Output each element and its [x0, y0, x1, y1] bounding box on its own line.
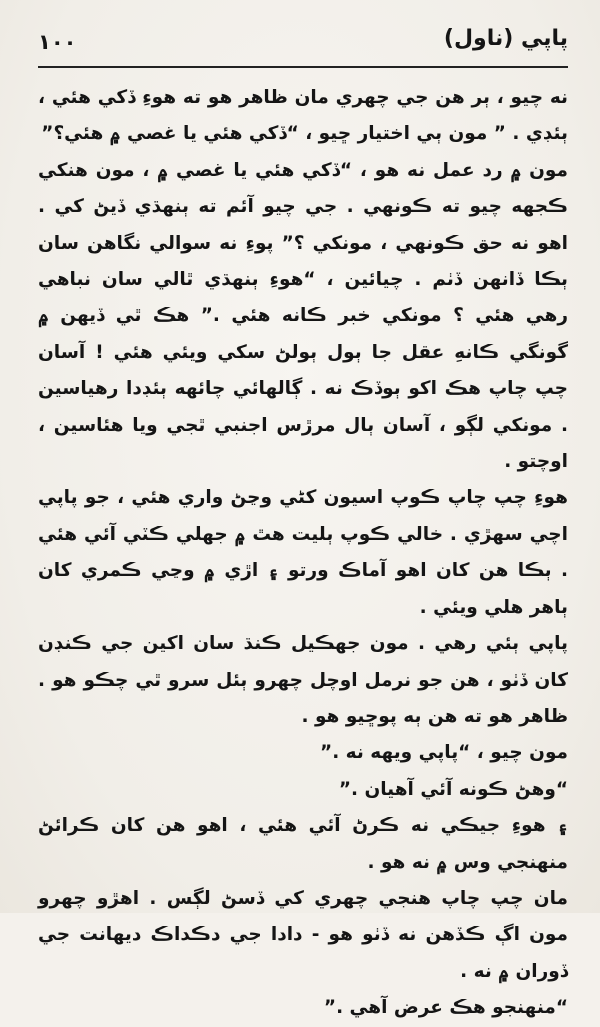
paragraph: مون چيو ، “پاپي ويهه نه .” — [320, 742, 568, 764]
body-text — [38, 80, 568, 1019]
paragraph: نه چيو ، ٻر هن جي چهري مان ظاهر هو ته هوءِ ڏکي هئي ، ٻئڊي . ” مون ٻي اختيار ڇيو ، “ڏکي هئي يا غصي ۾ هئي؟” — [38, 87, 568, 145]
paragraph: “منهنجو هڪ عرض آهي .” — [323, 997, 568, 1019]
page-header — [38, 24, 568, 64]
header-divider — [38, 66, 568, 68]
paragraph: مان چپ چاپ هنجي چهري کي ڏسڻ لڳس . اهڙو چهرو مون اڳ ڪڏهن نه ڏٺو هو - دادا جي دڪداڪ ديهانت جي ڏوران ۾ نه . — [38, 887, 568, 982]
paragraph: هوءِ چپ چاپ ڪوپ اسيون کڻي وڃڻ واري هئي ، جو پاپي اچي سهڙي . خالي ڪوپ ٻليت هٿ ۾ جهلي ڪٽي آئي هئي . ٻڪا هن کان اهو آماڪ ورتو ۽ اڙي ۾ وڃي ڪمري کان ٻاهر هلي ويئي . — [38, 487, 568, 618]
paragraph: مون ۾ رد عمل نه هو ، “ڏکي هئي يا غصي ۾ ، مون هنکي ڪجهه چيو ته ڪونهي . جي چيو آئم ته ٻنهڌي ڏيڻ کي . اهو نه حق ڪونهي ، مونکي ؟” پوءِ نه سوالي نگاهن سان ٻڪا ڏانهن ڏٺم . چيائين ، “هوءِ ٻنهڌي ٿالي سان نباهي رهي هئي ؟ مونکي خبر ڪانه هئي .” هڪ ٿي ڏيهن ۾ گونگي ڪانهِ عقل جا ٻول ٻولڻ سکي ويئي هئي ! آسان چپ چاپ هڪ اکو ٻوڏڪ نه . ڳالهائي چائهه ٻئڊدا رهياسين . مونکي لڳو ، آسان ٻال مرڙس اجنبي ٿجي ويا هئاسين ، اوچتو . — [38, 159, 568, 473]
paragraph: پاپي ٻئي رهي . مون جهڪيل ڪنڌ سان اکين جي ڪنڊن کان ڏٺو ، هن جو نرمل اوچل چهرو ٻئل سرو ٿي چڪو هو . ظاهر هو ته هن ٻه پوڇيو هو . — [38, 633, 568, 727]
paragraph: ۽ هوءِ جيڪي نه ڪرڻ آئي هئي ، اهو هن کان ڪرائڻ منهنجي وس ۾ نه هو . — [38, 815, 568, 873]
paragraph: “وهڻ ڪونه آئي آهيان .” — [338, 778, 568, 800]
page-number: ١٠٠ — [38, 30, 77, 54]
running-title: پاپي (ناول) — [443, 26, 568, 51]
